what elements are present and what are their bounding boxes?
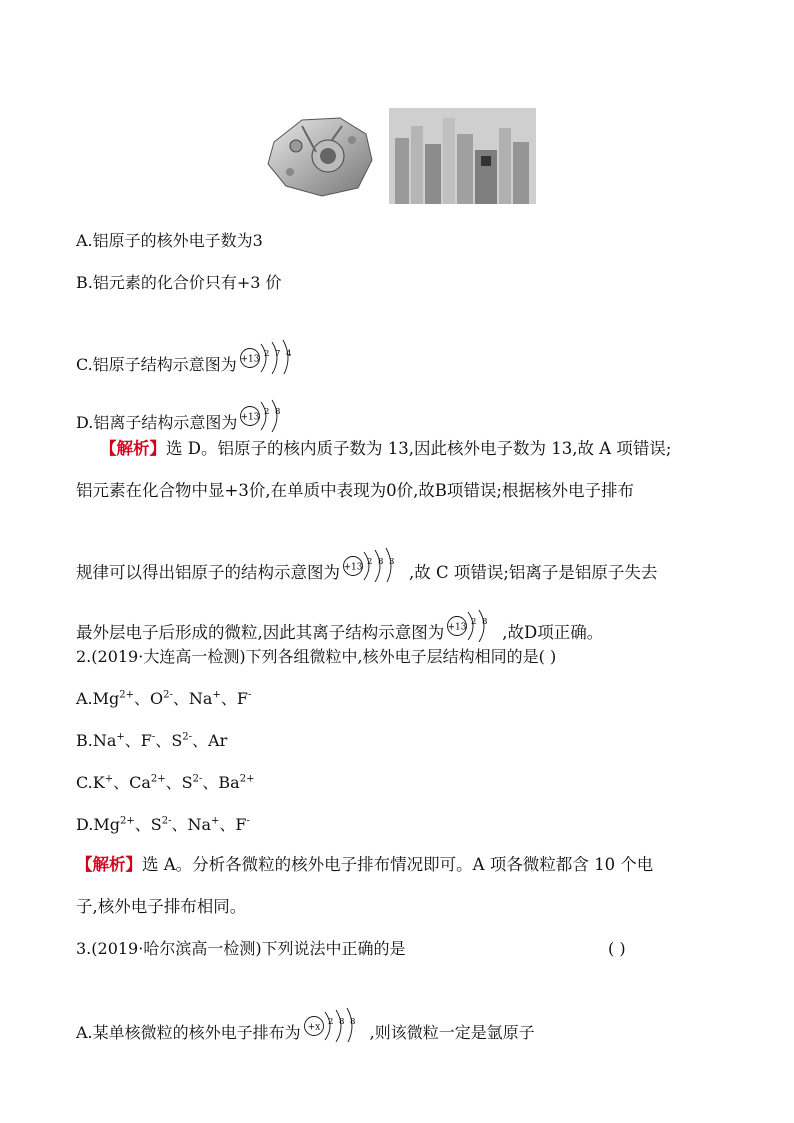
ion-charge: - (151, 731, 156, 743)
ion-charge: 2+ (150, 773, 166, 785)
shell-electron-count: 8 (378, 557, 384, 567)
atom-structure-svg (303, 1004, 368, 1042)
analysis-label: 【解析】 (100, 439, 166, 458)
q2-option-d (76, 814, 250, 836)
q1-analysis-al-ion-diagram (446, 604, 500, 648)
ion-symbol: Ar (208, 731, 228, 750)
option-prefix: A. (76, 689, 93, 708)
separator: 、 (124, 731, 141, 750)
separator: 、 (192, 731, 209, 750)
ion-charge: + (116, 731, 125, 743)
ion-symbol: Mg (92, 689, 120, 708)
q2-analysis-line2: 子,核外电子排布相同。 (76, 897, 247, 916)
shell-electron-count: 8 (482, 617, 488, 627)
shell-electron-count: 2 (327, 1017, 334, 1027)
shell-electron-count: 8 (338, 1017, 345, 1027)
shell-electron-count: 2 (263, 349, 270, 359)
nucleus-charge: +13 (447, 622, 467, 633)
ion-symbol: Na (188, 689, 213, 708)
ion-symbol: Ca (129, 773, 151, 792)
ion-symbol: F (235, 815, 247, 834)
nucleus-charge: +13 (240, 354, 260, 365)
aluminum-profiles-photo (389, 108, 536, 204)
ion-charge: 2- (192, 773, 203, 785)
q1-analysis-line3: 规律可以得出铝原子的结构示意图为 +13 2 8 3 ,故 C 项错误;铝离子是铝原子失去 (76, 544, 657, 588)
analysis-label: 【解析】 (76, 855, 142, 874)
ion-symbol: Na (187, 815, 212, 834)
shell-electron-count: 4 (285, 349, 292, 359)
q3-stem: 3.(2019·哈尔滨高一检测)下列说法中正确的是 (76, 939, 406, 958)
ion-charge: 2- (163, 689, 173, 701)
ion-charge: + (211, 815, 220, 827)
shell-electron-count: 7 (274, 349, 281, 359)
ion-charge: + (212, 689, 221, 701)
atom-structure-svg (239, 336, 304, 374)
ion-charge: 2+ (119, 689, 135, 701)
shell-electron-count: 8 (275, 407, 281, 417)
q3-option-a: A.某单核微粒的核外电子排布为 +x 2 8 8 ,则该微粒一定是氩原子 (76, 1004, 535, 1048)
q1-analysis-line4: 最外层电子后形成的微粒,因此其离子结构示意图为 +13 2 8 ,故D项正确。 (76, 604, 603, 648)
q3-option-a-diagram (303, 1004, 368, 1048)
ion-charge: - (246, 815, 250, 827)
ion-symbol: Ba (218, 773, 240, 792)
atom-structure-svg (446, 604, 500, 642)
q2-analysis-line1: 【解析】选 A。分析各微粒的核外电子排布情况即可。A 项各微粒都含 10 个电 (76, 855, 654, 874)
ion-charge: 2+ (119, 815, 135, 827)
q1-option-a: A.铝原子的核外电子数为3 (76, 231, 263, 250)
q1-analysis-line1: 【解析】选 D。铝原子的核内质子数为 13,因此核外电子数为 13,故 A 项错误; (100, 439, 672, 458)
q2-option-a (76, 688, 251, 710)
ion-charge: - (247, 689, 252, 701)
q3-answer-paren: ( ) (608, 939, 626, 958)
ion-symbol: S (181, 773, 193, 792)
q2-option-b (76, 730, 227, 752)
ion-charge: 2+ (239, 773, 255, 785)
shell-electron-count: 2 (264, 407, 270, 417)
shell-electron-count: 2 (367, 557, 373, 567)
q1-option-c: C.铝原子结构示意图为 +13 2 7 4 (76, 336, 306, 380)
q1-analysis-line2: 铝元素在化合物中显+3价,在单质中表现为0价,故B项错误;根据核外电子排布 (76, 481, 634, 500)
nucleus-charge: +13 (240, 412, 260, 423)
separator: 、 (155, 731, 172, 750)
q2-option-c (76, 772, 254, 794)
separator: 、 (113, 773, 130, 792)
option-prefix: D. (76, 815, 94, 834)
ion-symbol: K (92, 773, 105, 792)
q1-option-c-diagram (239, 336, 304, 380)
separator: 、 (134, 689, 151, 708)
q1-option-d-diagram (239, 394, 293, 438)
separator: 、 (219, 815, 236, 834)
ion-symbol: F (140, 731, 152, 750)
atom-structure-svg (342, 544, 407, 582)
shell-electron-count: 8 (349, 1017, 356, 1027)
ion-symbol: S (150, 815, 162, 834)
ion-symbol: O (150, 689, 164, 708)
separator: 、 (202, 773, 219, 792)
nucleus-charge: +x (307, 1022, 320, 1033)
atom-structure-svg (239, 394, 293, 432)
ion-symbol: F (236, 689, 248, 708)
q1-option-d: D.铝离子结构示意图为 +13 2 8 (76, 394, 295, 438)
nucleus-charge: +13 (343, 562, 363, 573)
q1-analysis-al-atom-diagram (342, 544, 407, 588)
separator: 、 (134, 815, 151, 834)
separator: 、 (172, 689, 189, 708)
separator: 、 (220, 689, 237, 708)
option-prefix: C. (76, 773, 93, 792)
ion-symbol: Na (92, 731, 117, 750)
separator: 、 (165, 773, 182, 792)
option-prefix: B. (76, 731, 93, 750)
ion-charge: + (104, 773, 114, 785)
separator: 、 (171, 815, 188, 834)
ion-charge: 2- (161, 815, 172, 827)
ion-charge: 2- (182, 731, 193, 743)
ion-symbol: S (171, 731, 183, 750)
ion-symbol: Mg (93, 815, 120, 834)
shell-electron-count: 2 (471, 617, 477, 627)
engine-casing-photo (262, 112, 376, 198)
q1-option-b: B.铝元素的化合价只有+3 价 (76, 273, 282, 292)
q2-stem: 2.(2019·大连高一检测)下列各组微粒中,核外电子层结构相同的是( ) (76, 647, 557, 666)
shell-electron-count: 3 (389, 557, 395, 567)
